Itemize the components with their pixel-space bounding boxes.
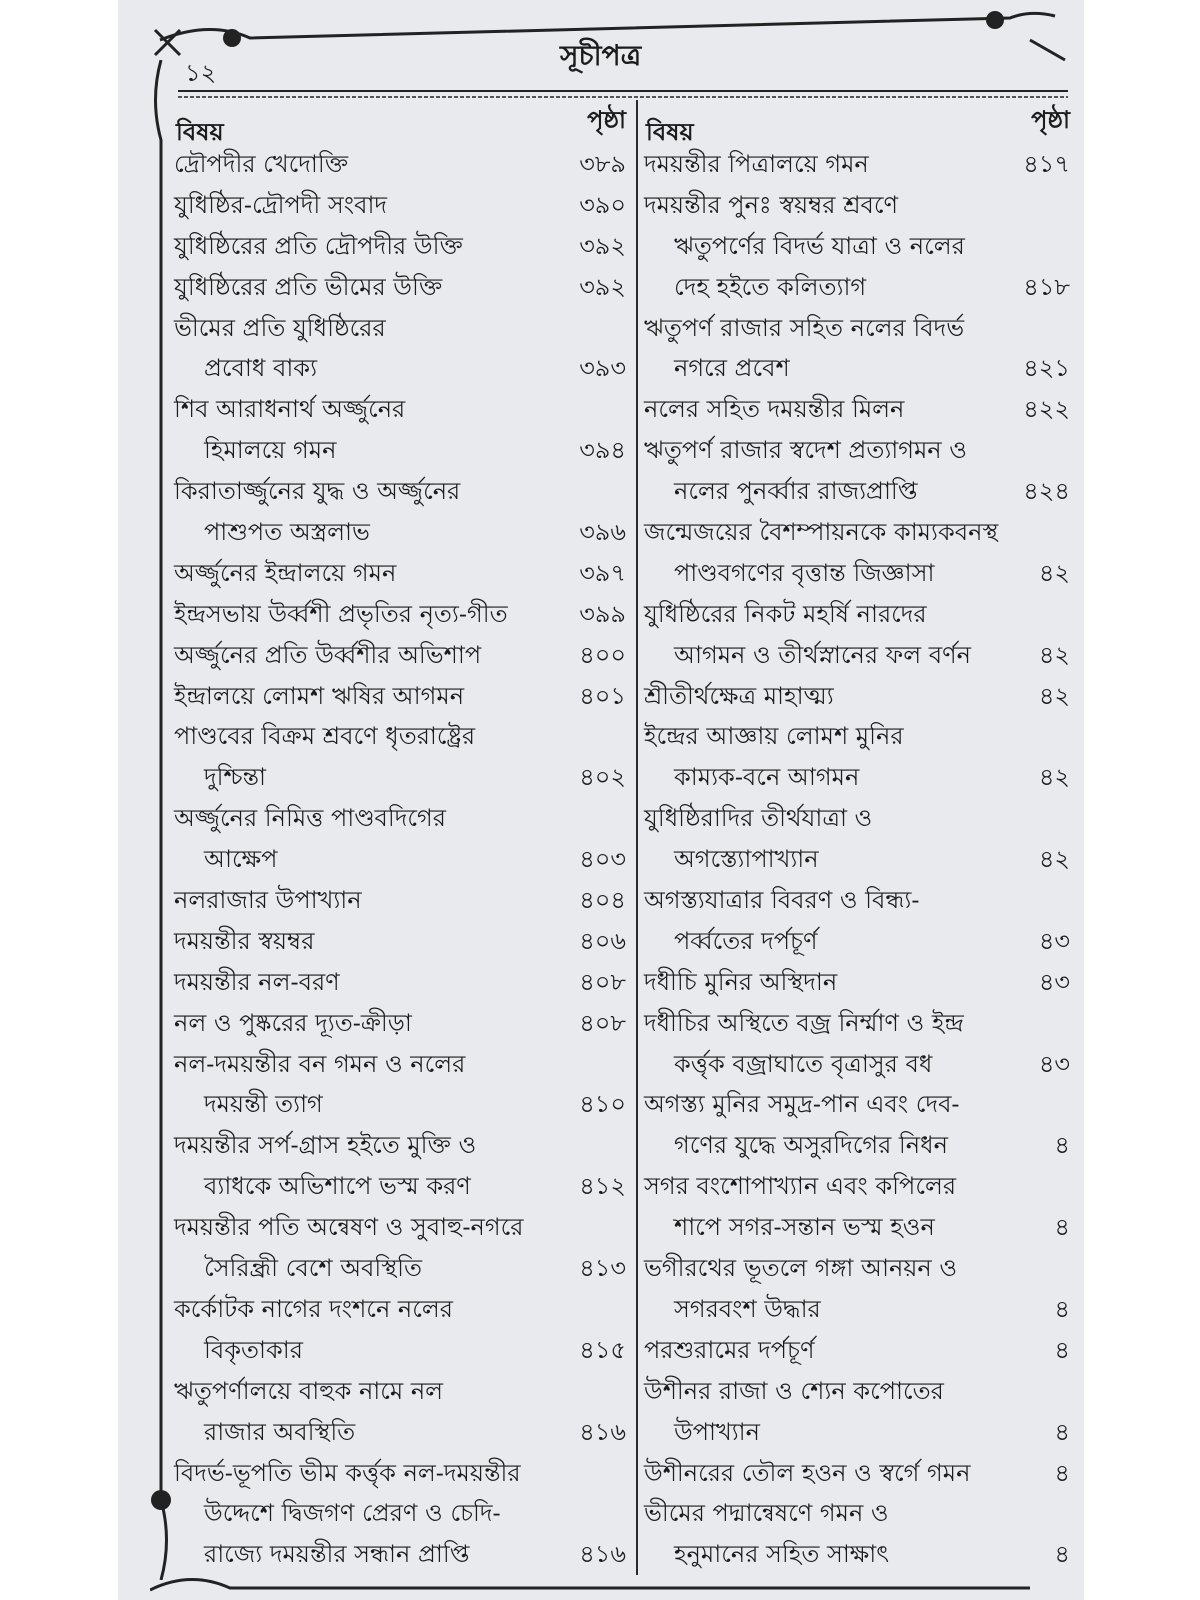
entry-title: সৈরিন্ধ্রী বেশে অবস্থিতি (204, 1254, 422, 1283)
entry-title: ঋতুপর্ণ রাজার সহিত নলের বিদর্ভ (644, 313, 965, 342)
entry-title: নলের পুনর্ব্বার রাজ্যপ্রাপ্তি (674, 477, 918, 506)
toc-entry-line (642, 226, 1074, 267)
entry-title: কিরাতার্জ্জুনের যুদ্ধ ও অর্জ্জুনের (174, 477, 461, 506)
toc-entry-line (642, 1125, 1074, 1166)
toc-entry-line (642, 594, 1074, 635)
entry-title: দেহ হইতে কলিত্যাগ (674, 272, 867, 301)
entry-title: উদ্দেশে দ্বিজগণ প্রেরণ ও চেদি- (204, 1499, 501, 1528)
toc-entry-line (642, 798, 1074, 839)
page-number: ১২ (185, 59, 217, 87)
toc-entry-line (172, 1125, 630, 1166)
entry-page-number: ৪২২ (1023, 395, 1070, 424)
entry-page-number: ৪১৬ (579, 1417, 626, 1446)
toc-entry-line (642, 308, 1074, 349)
entry-page-number: ৪২১ (1023, 354, 1070, 383)
entry-title: আক্ষেপ (204, 845, 278, 874)
entry-title: দময়ন্তীর স্বয়ম্বর (174, 926, 315, 955)
entry-title: ব্যাধকে অভিশাপে ভস্ম করণ (204, 1172, 471, 1201)
entry-title: ঋতুপর্ণালয়ে বাহুক নামে নল (174, 1376, 444, 1405)
entry-title: কাম্যক-বনে আগমন (674, 763, 860, 792)
entry-title: নল ও পুষ্করের দ্যূত-ক্রীড়া (174, 1008, 412, 1037)
entry-page-number: ৪ (1054, 1213, 1070, 1242)
entry-title: পর্ব্বতের দর্পচূর্ণ (674, 926, 818, 955)
entry-title: ইন্দ্রসভায় উর্ব্বশী প্রভৃতির নৃত্য-গীত (174, 599, 508, 628)
entry-page-number: ৪ (1054, 1417, 1070, 1446)
entry-title: অর্জ্জুনের প্রতি উর্ব্বশীর অভিশাপ (174, 640, 482, 669)
entry-title: বিকৃতাকার (204, 1335, 303, 1364)
entry-page-number: ৪০৩ (579, 845, 626, 874)
entry-page-number: ৩৯২ (579, 272, 626, 301)
entry-title: নগরে প্রবেশ (674, 354, 790, 383)
entry-title: ঋতুপর্ণ রাজার স্বদেশ প্রত্যাগমন ও (644, 436, 967, 465)
entry-title: ঋতুপর্ণের বিদর্ভ যাত্রা ও নলের (674, 231, 965, 260)
entry-page-number: ৪ (1054, 1294, 1070, 1323)
entry-page-number: ৪০৬ (579, 926, 626, 955)
entry-title: আগমন ও তীর্থস্নানের ফল বর্ণন (674, 640, 971, 669)
toc-entry-line (172, 1371, 630, 1412)
toc-entry-line (642, 1166, 1074, 1207)
toc-entry-line (642, 839, 1074, 880)
entry-title: জন্মেজয়ের বৈশম্পায়নকে কাম্যকবনস্থ (644, 518, 999, 547)
column-header (642, 100, 1074, 144)
entry-title: শিব আরাধনার্থ অর্জ্জুনের (174, 395, 406, 424)
entry-title: নলের সহিত দময়ন্তীর মিলন (644, 395, 905, 424)
entry-page-number: ৪১৭ (1023, 150, 1070, 178)
subject-heading: বিষয় (646, 117, 694, 146)
toc-entry-line (172, 1084, 630, 1125)
toc-entry-line (642, 185, 1074, 226)
entry-page-number: ৪২ (1038, 681, 1070, 710)
toc-entry-line (172, 839, 630, 880)
entry-title: অগস্ত্য মুনির সমুদ্র-পান এবং দেব- (644, 1090, 960, 1119)
entry-title: সগর বংশোপাখ্যান এবং কপিলের (644, 1172, 957, 1201)
entry-title: নল-দময়ন্তীর বন গমন ও নলের (174, 1049, 466, 1078)
toc-entry-line (642, 1371, 1074, 1412)
toc-entry-line (642, 348, 1074, 389)
entry-page-number: ৪৩ (1038, 1049, 1070, 1078)
toc-entry-line (172, 1166, 630, 1207)
toc-entry-line (642, 676, 1074, 717)
entry-title: নলরাজার উপাখ্যান (174, 886, 362, 915)
entry-title: অগস্ত্যযাত্রার বিবরণ ও বিন্ধ্য- (644, 886, 920, 915)
entry-title: যুধিষ্ঠিরের প্রতি দ্রৌপদীর উক্তি (174, 231, 463, 260)
entry-page-number: ৩৯৪ (579, 436, 626, 465)
entry-page-number: ৪ (1054, 1458, 1070, 1487)
entry-title: অর্জ্জুনের ইন্দ্রালয়ে গমন (174, 558, 397, 587)
entry-title: পাণ্ডবগণের বৃত্তান্ত জিজ্ঞাসা (674, 558, 935, 587)
toc-entry-line (642, 962, 1074, 1003)
toc-entry-line (172, 1289, 630, 1330)
entry-title: প্রবোধ বাক্য (204, 354, 318, 383)
entry-page-number: ৩৮৯ (579, 150, 626, 178)
toc-entry-line (172, 553, 630, 594)
entry-page-number: ৩৯২ (579, 231, 626, 260)
toc-entry-line (642, 716, 1074, 757)
entry-title: উশীনরের তৌল হওন ও স্বর্গে গমন (644, 1458, 971, 1487)
entry-title: ইন্দ্রের আজ্ঞায় লোমশ মুনির (644, 722, 904, 751)
entry-page-number: ৪৩ (1038, 926, 1070, 955)
entry-title: পরশুরামের দর্পচূর্ণ (644, 1335, 815, 1364)
entry-title: রাজার অবস্থিতি (204, 1417, 356, 1446)
toc-entry-line (642, 471, 1074, 512)
entry-title: দ্রৌপদীর খেদোক্তি (174, 150, 349, 178)
entry-page-number: ৪০৪ (579, 886, 626, 915)
toc-entry-line (172, 676, 630, 717)
entry-title: উশীনর রাজা ও শ্যেন কপোতের (644, 1376, 944, 1405)
entry-title: কর্ত্তৃক বজ্রাঘাতে বৃত্রাসুর বধ (674, 1049, 933, 1078)
toc-entry-line (642, 1330, 1074, 1371)
entry-title: পাণ্ডবের বিক্রম শ্রবণে ধৃতরাষ্ট্রের (174, 722, 476, 751)
entry-page-number: ৪১৬ (579, 1540, 626, 1569)
page-heading: পৃষ্ঠা (587, 105, 626, 134)
entry-page-number: ৩৯৬ (579, 518, 626, 547)
toc-entry-line (642, 921, 1074, 962)
toc-entry-line (172, 512, 630, 553)
entry-title: বিদর্ভ-ভূপতি ভীম কর্ত্তৃক নল-দময়ন্তীর (174, 1458, 521, 1487)
page-heading: পৃষ্ঠা (1031, 105, 1070, 134)
column-divider (636, 100, 638, 1575)
toc-entry-line (172, 798, 630, 839)
toc-entry-line (642, 1412, 1074, 1453)
entry-page-number: ৪১৮ (1023, 272, 1070, 301)
entry-page-number: ৪১২ (579, 1172, 626, 1201)
toc-entry-line (642, 880, 1074, 921)
toc-right-column (642, 100, 1074, 1570)
toc-entry-line (172, 1207, 630, 1248)
entry-title: অগস্ত্যোপাখ্যান (674, 845, 819, 874)
toc-entry-line (642, 1084, 1074, 1125)
entry-page-number: ৪ (1054, 1131, 1070, 1160)
toc-entry-line (642, 635, 1074, 676)
entry-page-number: ৪২ (1038, 845, 1070, 874)
toc-entry-line (642, 389, 1074, 430)
entry-title: যুধিষ্ঠিরের নিকট মহর্ষি নারদের (644, 599, 927, 628)
toc-entry-line (172, 348, 630, 389)
subject-heading: বিষয় (176, 117, 224, 146)
toc-entry-line (642, 1248, 1074, 1289)
entry-title: গণের যুদ্ধে অসুরদিগের নিধন (674, 1131, 948, 1160)
toc-entry-line (172, 962, 630, 1003)
toc-entry-line (172, 594, 630, 635)
ornamental-left-border (148, 60, 174, 1580)
entry-title: অর্জ্জুনের নিমিত্ত পাণ্ডবদিগের (174, 804, 446, 833)
entry-title: রাজ্যে দময়ন্তীর সন্ধান প্রাপ্তি (204, 1540, 470, 1569)
entry-title: শাপে সগর-সন্তান ভস্ম হওন (674, 1213, 935, 1242)
toc-entry-line (642, 553, 1074, 594)
toc-entry-line (172, 1044, 630, 1085)
toc-entry-line (172, 880, 630, 921)
toc-entry-line (172, 1493, 630, 1534)
ornamental-bottom-border (150, 1560, 1084, 1600)
entry-title: ইন্দ্রালয়ে লোমশ ঋষির আগমন (174, 681, 465, 710)
toc-entry-line (172, 1330, 630, 1371)
toc-entry-line (172, 1412, 630, 1453)
entry-page-number: ৪২৪ (1023, 477, 1070, 506)
entry-page-number: ৪৩ (1038, 967, 1070, 996)
entry-page-number: ৪২ (1038, 640, 1070, 669)
entry-title: যুধিষ্ঠিরের প্রতি ভীমের উক্তি (174, 272, 443, 301)
toc-entry-line (642, 1289, 1074, 1330)
entry-title: হনুমানের সহিত সাক্ষাৎ (674, 1540, 890, 1569)
entry-title: ভীমের পদ্মান্বেষণে গমন ও (644, 1499, 889, 1528)
entry-title: দময়ন্তীর পতি অন্বেষণ ও সুবাহু-নগরে (174, 1213, 524, 1242)
toc-entry-line (172, 267, 630, 308)
entry-title: কর্কোটক নাগের দংশনে নলের (174, 1294, 453, 1323)
entry-page-number: ৩৯৩ (579, 354, 626, 383)
entry-page-number: ৩৯৯ (579, 599, 626, 628)
entry-page-number: ৪ (1054, 1540, 1070, 1569)
entry-title: দময়ন্তীর পিত্রালয়ে গমন (644, 150, 869, 178)
toc-entry-line (172, 1248, 630, 1289)
entry-page-number: ৪০১ (579, 681, 626, 710)
entry-title: দময়ন্তী ত্যাগ (204, 1090, 323, 1119)
toc-entry-line (172, 1003, 630, 1044)
toc-entry-line (172, 144, 630, 185)
entry-page-number: ৪২ (1038, 763, 1070, 792)
entry-page-number: ৪১৫ (579, 1335, 626, 1364)
toc-entry-line (642, 1207, 1074, 1248)
entry-title: শ্রীতীর্থক্ষেত্র মাহাত্ম্য (644, 681, 834, 710)
toc-entry-line (642, 1493, 1074, 1534)
entry-title: দধীচি মুনির অস্থিদান (644, 967, 838, 996)
entry-title: উপাখ্যান (674, 1417, 760, 1446)
toc-entry-line (172, 635, 630, 676)
entry-title: দময়ন্তীর নল-বরণ (174, 967, 340, 996)
entry-page-number: ৪১০ (579, 1090, 626, 1119)
toc-entry-line (172, 1453, 630, 1494)
toc-entry-line (172, 921, 630, 962)
entry-page-number: ৪২ (1038, 558, 1070, 587)
toc-entry-line (172, 430, 630, 471)
toc-entries (172, 144, 630, 1575)
entry-title: সগরবংশ উদ্ধার (674, 1294, 821, 1323)
entry-title: ভীমের প্রতি যুধিষ্ঠিরের (174, 313, 386, 342)
toc-left-column (172, 100, 630, 1570)
toc-entry-line (172, 757, 630, 798)
entry-page-number: ৪ (1054, 1335, 1070, 1364)
entry-title: দময়ন্তীর পুনঃ স্বয়ম্বর শ্রবণে (644, 190, 899, 219)
toc-entry-line (172, 471, 630, 512)
toc-entry-line (642, 1453, 1074, 1494)
column-header (172, 100, 630, 144)
toc-entry-line (172, 308, 630, 349)
entry-page-number: ৪০২ (579, 763, 626, 792)
toc-entry-line (172, 716, 630, 757)
entry-title: দধীচির অস্থিতে বজ্র নির্ম্মাণ ও ইন্দ্র (644, 1008, 964, 1037)
entry-page-number: ৩৯৭ (579, 558, 626, 587)
toc-entry-line (642, 757, 1074, 798)
toc-entry-line (642, 267, 1074, 308)
toc-entry-line (642, 430, 1074, 471)
entry-title: ভগীরথের ভূতলে গঙ্গা আনয়ন ও (644, 1254, 958, 1283)
entry-page-number: ৪০০ (579, 640, 626, 669)
toc-entry-line (642, 512, 1074, 553)
toc-entries (642, 144, 1074, 1575)
entry-page-number: ৪১৩ (579, 1254, 626, 1283)
page-title: সূচীপত্র (560, 39, 642, 72)
entry-title: যুধিষ্ঠিরাদির তীর্থযাত্রা ও (644, 804, 873, 833)
toc-entry-line (642, 1003, 1074, 1044)
entry-page-number: ৪০৮ (579, 1008, 626, 1037)
entry-title: দময়ন্তীর সর্প-গ্রাস হইতে মুক্তি ও (174, 1131, 477, 1160)
toc-entry-line (172, 389, 630, 430)
toc-entry-line (172, 185, 630, 226)
entry-title: দুশ্চিন্তা (204, 763, 267, 792)
toc-entry-line (642, 144, 1074, 185)
entry-title: হিমালয়ে গমন (204, 436, 337, 465)
entry-page-number: ৪০৮ (579, 967, 626, 996)
toc-entry-line (642, 1044, 1074, 1085)
entry-title: যুধিষ্ঠির-দ্রৌপদী সংবাদ (174, 190, 388, 219)
toc-entry-line (172, 226, 630, 267)
entry-page-number: ৩৯০ (579, 190, 626, 219)
entry-title: পাশুপত অস্ত্রলাভ (204, 518, 370, 547)
